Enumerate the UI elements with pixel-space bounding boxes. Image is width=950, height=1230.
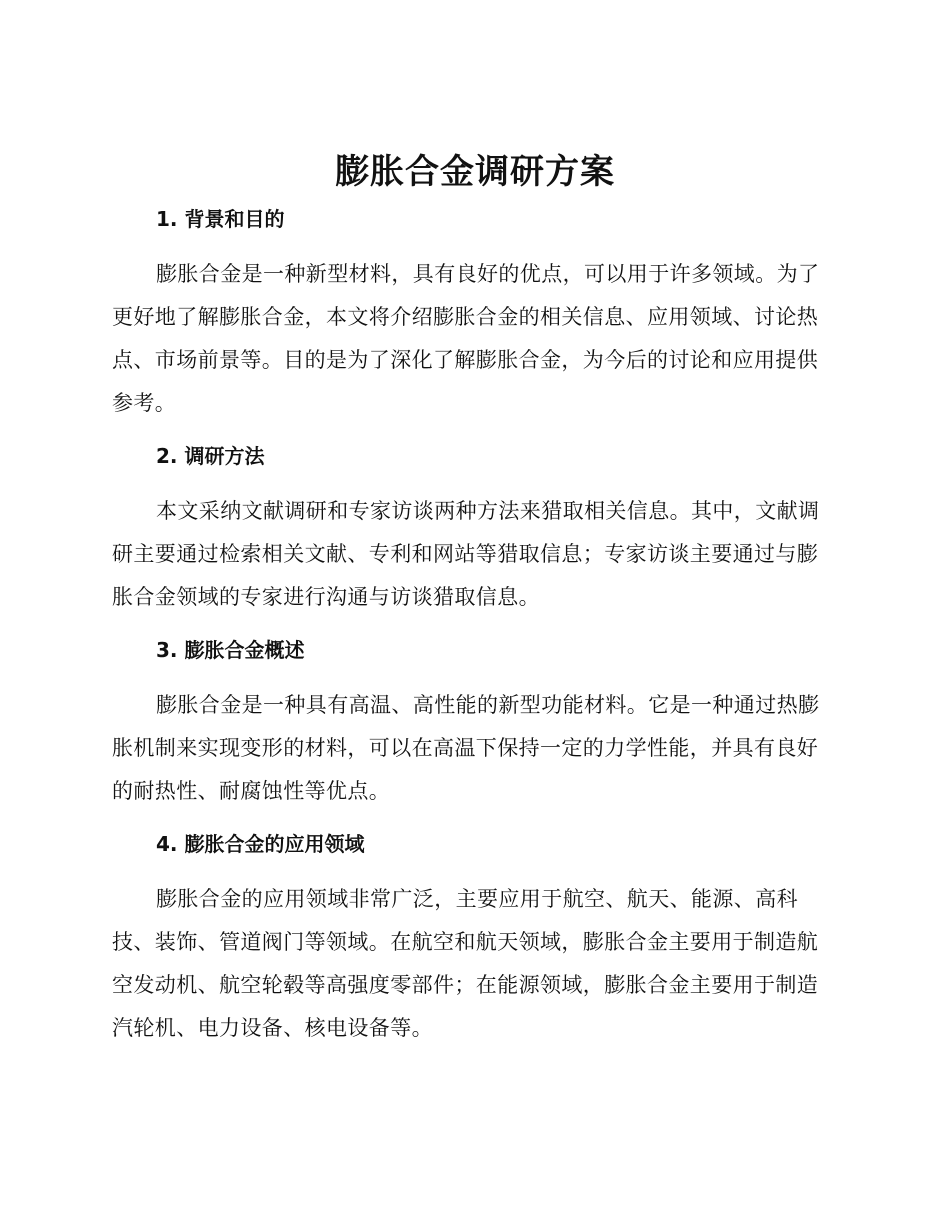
paragraph-line: 膨胀合金是一种新型材料，具有良好的优点，可以用于许多领域。为了 bbox=[156, 262, 820, 286]
paragraph-line: 参考。 bbox=[112, 391, 177, 415]
paragraph-line: 空发动机、航空轮毂等高强度零部件；在能源领域，膨胀合金主要用于制造 bbox=[112, 973, 819, 997]
document-title: 膨胀合金调研方案 bbox=[335, 152, 615, 192]
section-heading-method: 2. 调研方法 bbox=[156, 444, 265, 468]
section-heading-applications: 4. 膨胀合金的应用领域 bbox=[156, 832, 365, 856]
paragraph-line: 汽轮机、电力设备、核电设备等。 bbox=[112, 1016, 433, 1040]
paragraph-line: 研主要通过检索相关文献、专利和网站等猎取信息；专家访谈主要通过与膨 bbox=[112, 542, 819, 566]
paragraph-line: 本文采纳文献调研和专家访谈两种方法来猎取相关信息。其中，文献调 bbox=[156, 499, 820, 523]
section-paragraph-method bbox=[112, 490, 832, 619]
paragraph-line: 更好地了解膨胀合金，本文将介绍膨胀合金的相关信息、应用领域、讨论热 bbox=[112, 305, 819, 329]
paragraph-line: 膨胀合金是一种具有高温、高性能的新型功能材料。它是一种通过热膨 bbox=[156, 693, 820, 717]
section-heading-background: 1. 背景和目的 bbox=[156, 207, 285, 231]
paragraph-line: 胀机制来实现变形的材料，可以在高温下保持一定的力学性能，并具有良好 bbox=[112, 736, 819, 760]
section-paragraph-applications bbox=[112, 878, 832, 1050]
section-heading-overview: 3. 膨胀合金概述 bbox=[156, 638, 305, 662]
paragraph-line: 点、市场前景等。目的是为了深化了解膨胀合金，为今后的讨论和应用提供 bbox=[112, 348, 819, 372]
section-paragraph-overview bbox=[112, 684, 832, 813]
paragraph-line: 胀合金领域的专家进行沟通与访谈猎取信息。 bbox=[112, 585, 540, 609]
section-paragraph-background bbox=[112, 253, 832, 425]
paragraph-line: 技、装饰、管道阀门等领域。在航空和航天领域，膨胀合金主要用于制造航 bbox=[112, 930, 819, 954]
paragraph-line: 膨胀合金的应用领域非常广泛，主要应用于航空、航天、能源、高科 bbox=[156, 887, 798, 911]
paragraph-line: 的耐热性、耐腐蚀性等优点。 bbox=[112, 779, 391, 803]
